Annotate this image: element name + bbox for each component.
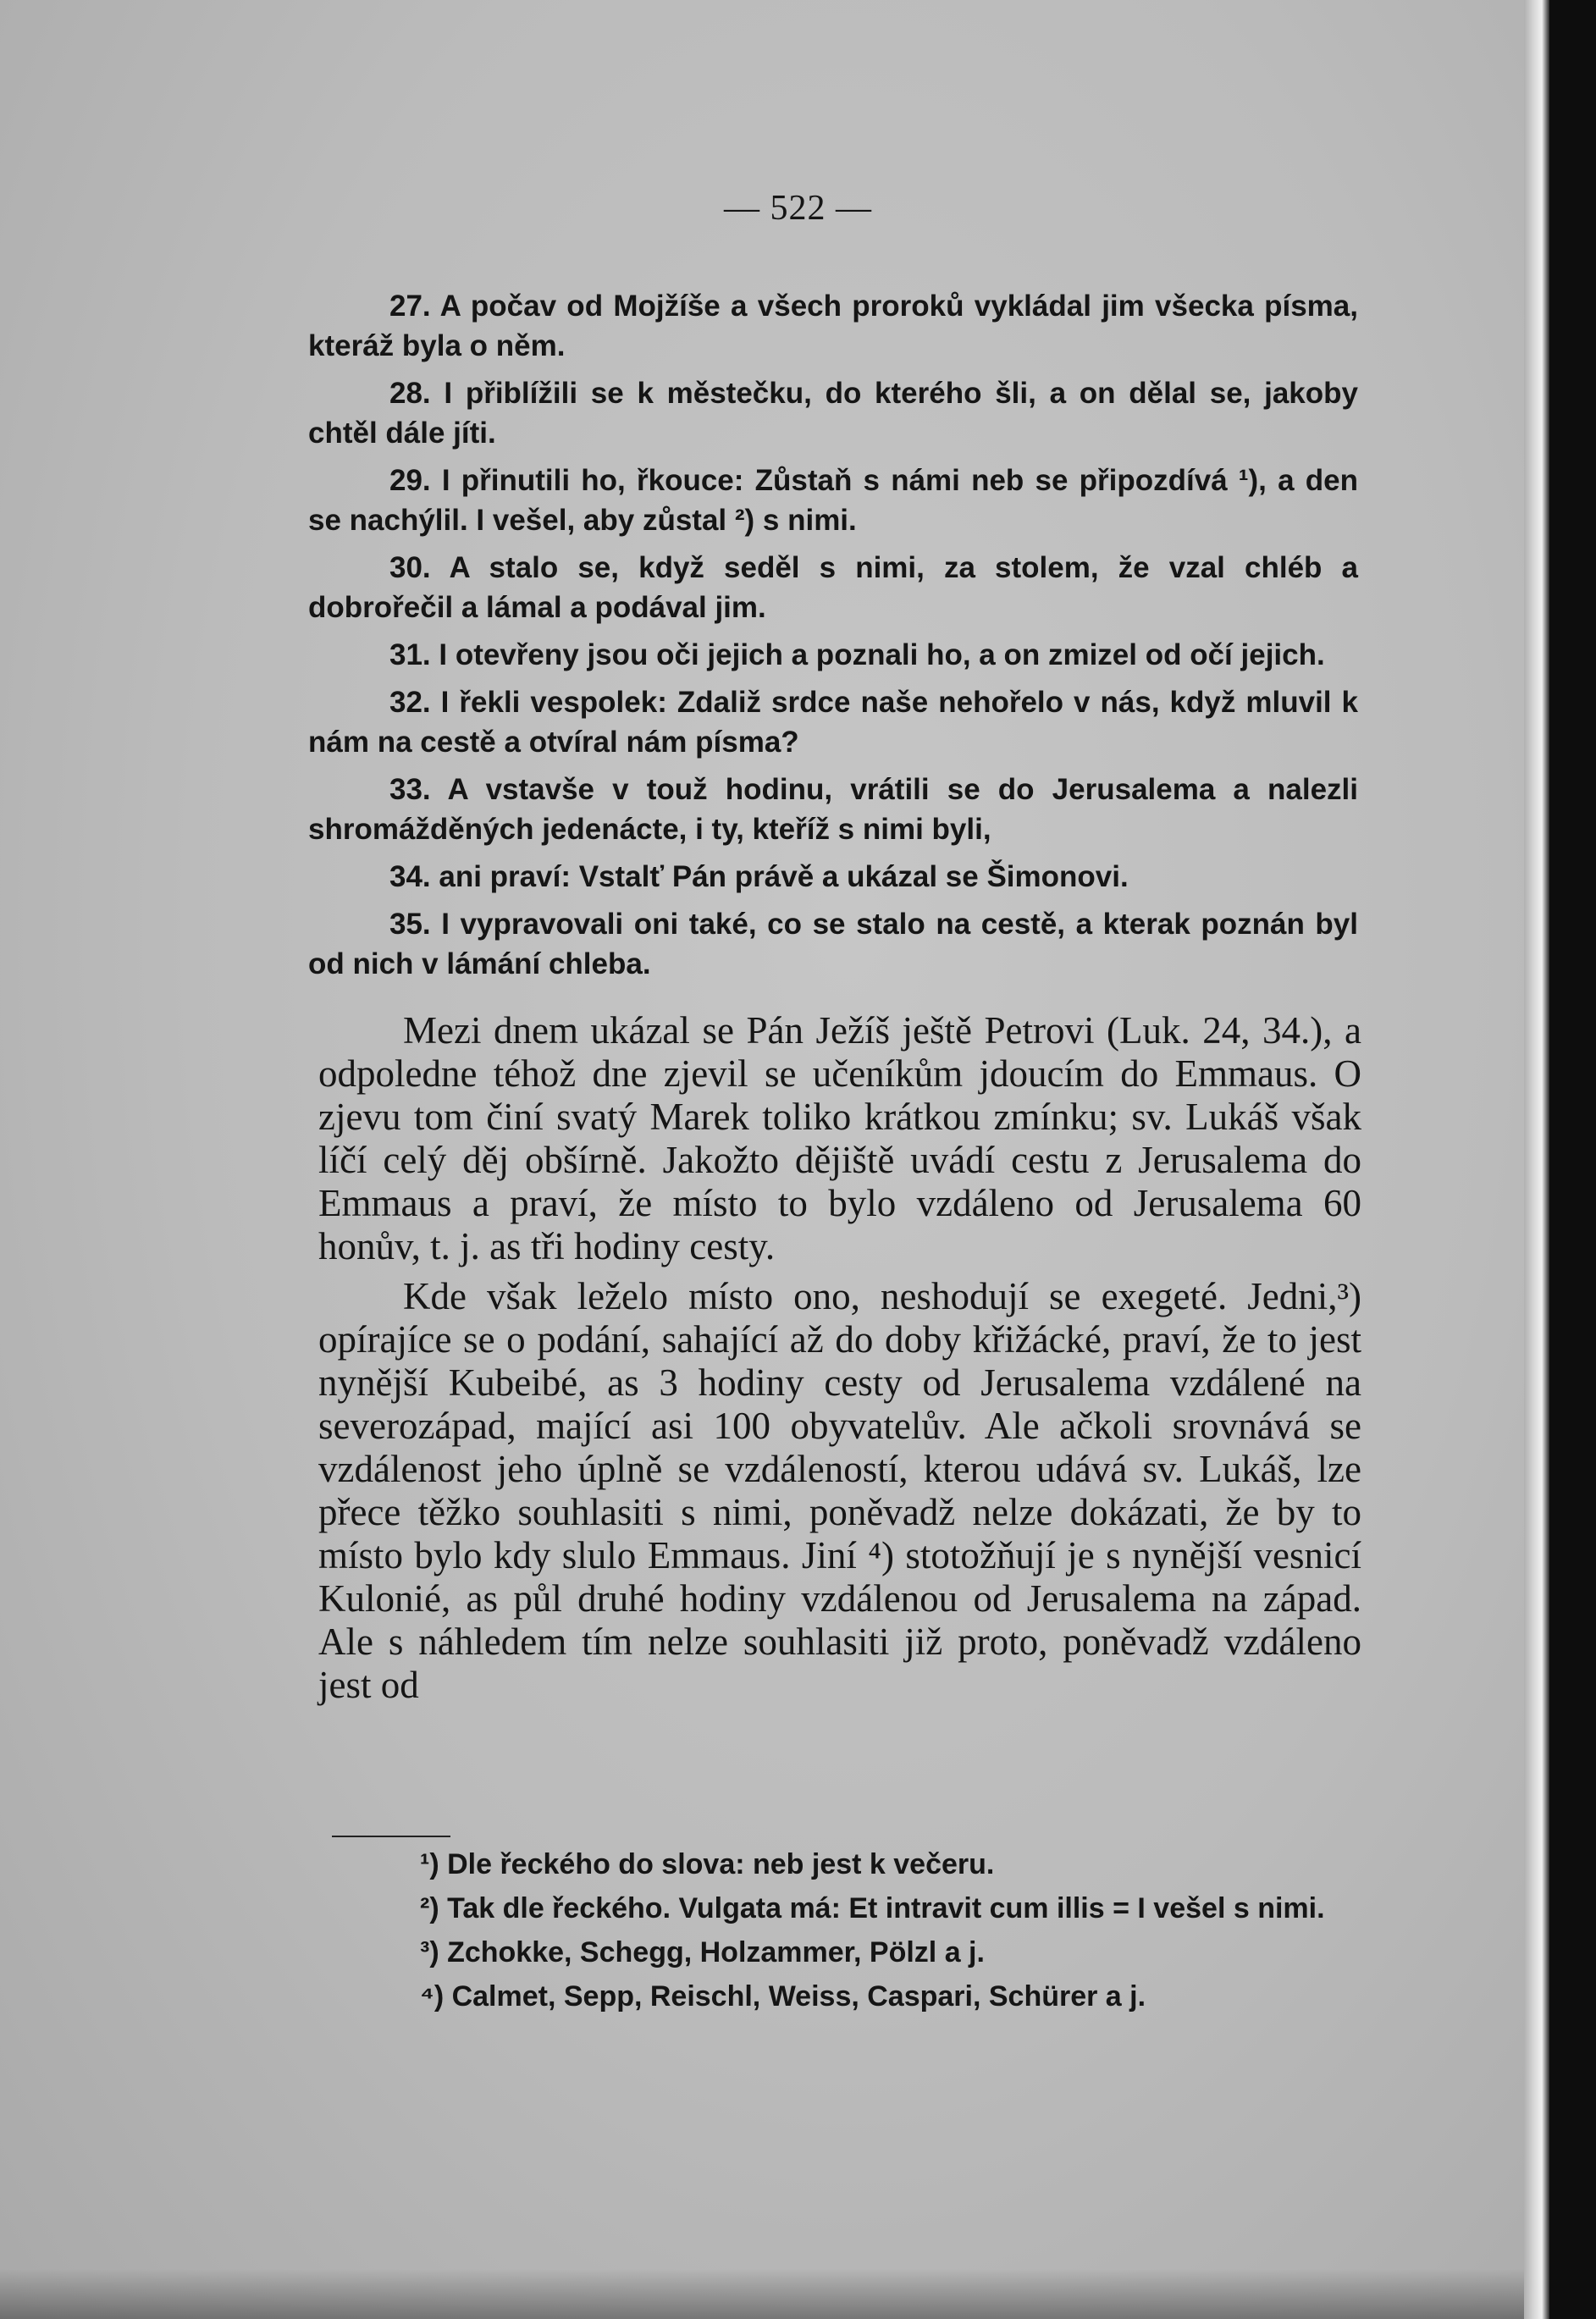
verse-28: 28. I přiblížili se k městečku, do kterého šli, a on dělal se, jakoby chtěl dále jíti. <box>308 377 1358 450</box>
verse-33: 33. A vstavše v touž hodinu, vrátili se do Jerusalema a nalezli shromážděných jedenácte, i ty, kteříž s nimi byli, <box>308 773 1358 846</box>
verse-27: 27. A počav od Mojžíše a všech proroků vykládal jim všecka písma, kteráž byla o něm. <box>308 290 1358 362</box>
commentary-paragraph: Mezi dnem ukázal se Pán Ježíš ještě Petrovi (Luk. 24, 34.), a odpoledne téhož dne zjevil se učeníkům jdoucím do Emmaus. O zjevu tom činí svatý Marek toliko krátkou zmínku; sv. Lukáš však líčí celý děj obšírně. Jakožto dějiště uvádí cestu z Jerusalema do Emmaus a praví, že místo to bylo vzdáleno od Jerusalema 60 honův, t. j. as tři hodiny cesty. <box>318 1009 1361 1267</box>
verse-list <box>308 286 1358 991</box>
footnotes <box>320 1846 1363 2022</box>
verse-30: 30. A stalo se, když seděl s nimi, za stolem, že vzal chléb a dobrořečil a lámal a podával jim. <box>308 551 1358 624</box>
footnote-1: ¹) Dle řeckého do slova: neb jest k večeru. <box>420 1848 995 1880</box>
footnote-2: ²) Tak dle řeckého. Vulgata má: Et intravit cum illis = I vešel s nimi. <box>420 1892 1325 1924</box>
footnote-divider <box>332 1836 450 1837</box>
page-number: — 522 — <box>724 189 872 228</box>
footnote-4: ⁴) Calmet, Sepp, Reischl, Weiss, Caspari, Schürer a j. <box>420 1980 1146 2013</box>
verse-34: 34. ani praví: Vstalť Pán právě a ukázal se Šimonovi. <box>389 860 1129 893</box>
verse-32: 32. I řekli vespolek: Zdaliž srdce naše nehořelo v nás, když mluvil k nám na cestě a otvíral nám písma? <box>308 686 1358 759</box>
verse-35: 35. I vypravovali oni také, co se stalo na cestě, a kterak poznán byl od nich v lámání chleba. <box>308 908 1358 980</box>
commentary-text <box>318 1009 1361 1714</box>
page-bottom-shadow <box>0 2269 1543 2319</box>
footnote-3: ³) Zchokke, Schegg, Holzammer, Pölzl a j. <box>420 1936 985 1968</box>
verse-31: 31. I otevřeny jsou oči jejich a poznali ho, a on zmizel od očí jejich. <box>389 638 1325 671</box>
verse-29: 29. I přinutili ho, řkouce: Zůstaň s námi neb se připozdívá ¹), a den se nachýlil. I vešel, aby zůstal ²) s nimi. <box>308 464 1358 537</box>
page-edge <box>1524 0 1549 2319</box>
commentary-paragraph: Kde však leželo místo ono, neshodují se exegeté. Jedni,³) opírajíce se o podání, sahající až do doby křižácké, praví, že to jest nynější Kubeibé, as 3 hodiny cesty od Jerusalema vzdálené na severozápad, mající asi 100 obyvatelův. Ale ačkoli srovnává se vzdálenost jeho úplně se vzdáleností, kterou udává sv. Lukáš, lze přece těžko souhlasiti s nimi, poněvadž nelze dokázati, že by to místo bylo kdy slulo Emmaus. Jiní ⁴) stotožňují je s nynější vesnicí Kulonié, as půl druhé hodiny vzdálenou od Jerusalema na západ. Ale s náhledem tím nelze souhlasiti již proto, poněvadž vzdáleno jest od <box>318 1275 1361 1706</box>
